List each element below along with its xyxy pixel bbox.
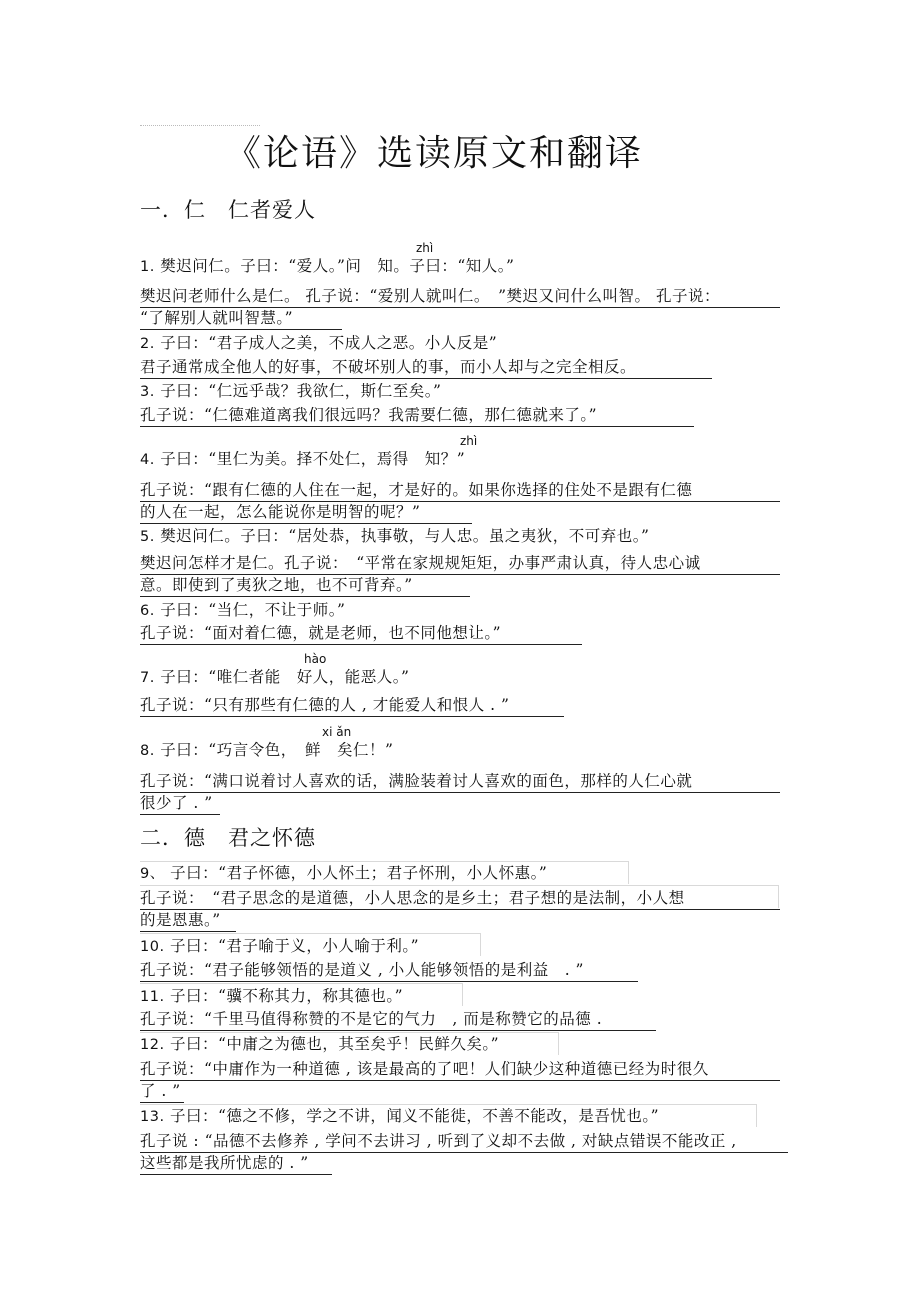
pinyin-annotation: hào [304,652,327,666]
original-line: 子曰：“唯仁者能 好人，能恶人。” [160,668,410,686]
item-number: 4. [140,452,155,468]
item-number: 10. [140,939,165,955]
section-heading-ren: 一．仁 仁者爱人 [140,198,316,222]
item-number: 9、 [140,866,165,882]
translation-5-line-2: 意。即使到了夷狄之地，也不可背弃。” [140,574,470,597]
original-line: 樊迟问仁。子曰：“爱人。”问 知。子曰：“知人。” [160,257,515,275]
pinyin-annotation: zhì [460,434,478,448]
section-heading-de: 二．德 君之怀德 [140,826,316,850]
item-number: 7. [140,670,155,686]
original-line: 子曰：“君子喻于义，小人喻于利。” [170,937,420,955]
original-text-7 [140,666,409,689]
translation-8-line-2: 很少了 . ” [140,792,220,815]
item-number: 8. [140,743,155,759]
original-text-4 [140,448,465,471]
translation-13-line-1: 孔子说 : “品德不去修养 , 学问不去讲习 , 听到了义却不去做 , 对缺点错误不能改正 , [140,1130,788,1153]
item-number: 2. [140,336,155,352]
translation-2-line-1: 君子通常成全他人的好事，不破坏别人的事，而小人却与之完全相反。 [140,356,712,379]
original-line: 子曰：“德之不修，学之不讲，闻义不能徙，不善不能改，是吾忧也。” [170,1107,660,1125]
original-text-13 [140,1105,659,1128]
original-line: 子曰：“君子怀德，小人怀土；君子怀刑，小人怀惠。” [170,864,548,882]
translation-12-line-1: 孔子说：“中庸作为一种道德 , 该是最高的了吧！人们缺少这种道德已经为时很久 [140,1058,780,1081]
original-text-6 [140,599,345,622]
item-number: 6. [140,603,155,619]
pinyin-annotation: zhì [416,241,434,255]
header-dotted-rule [140,125,260,126]
pinyin-annotation: xi ǎn [322,725,352,739]
translation-9-line-2: 的是恩惠。” [140,909,236,932]
item-number: 5. [140,529,155,545]
item-number: 3. [140,384,155,400]
translation-1-line-2: “了解别人就叫智慧。” [140,307,342,330]
original-text-5 [140,525,649,548]
original-line: 樊迟问仁。子曰：“居处恭，执事敬，与人忠。虽之夷狄，不可弃也。” [160,527,650,545]
translation-6-line-1: 孔子说：“面对着仁德，就是老师，也不同他想让。” [140,622,582,645]
translation-1-line-1: 樊迟问老师什么是仁。 孔子说：“爱别人就叫仁。 ”樊迟又问什么叫智。 孔子说： [140,285,780,308]
original-line: 子曰：“里仁为美。择不处仁，焉得 知？” [160,450,466,468]
translation-10-line-1: 孔子说：“君子能够领悟的是道义 , 小人能够领悟的是利益 . ” [140,959,638,982]
translation-12-line-2: 了 . ” [140,1080,184,1103]
item-number: 13. [140,1109,165,1125]
original-line: 子曰：“中庸之为德也，其至矣乎！民鲜久矣。” [170,1035,500,1053]
translation-13-line-2: 这些都是我所忧虑的 . ” [140,1152,332,1175]
original-line: 子曰：“君子成人之美，不成人之恶。小人反是” [160,334,498,352]
translation-8-line-1: 孔子说：“满口说着讨人喜欢的话，满脸装着讨人喜欢的面色，那样的人仁心就 [140,770,780,793]
item-number: 11. [140,989,165,1005]
original-text-3 [140,380,441,403]
original-text-11 [140,985,403,1008]
page-title: 《论语》选读原文和翻译 [225,133,644,174]
translation-11-line-1: 孔子说：“千里马值得称赞的不是它的气力 , 而是称赞它的品德 . [140,1008,656,1031]
translation-3-line-1: 孔子说：“仁德难道离我们很远吗？我需要仁德，那仁德就来了。” [140,404,694,427]
original-text-10 [140,935,419,958]
item-number: 12. [140,1037,165,1053]
translation-4-line-1: 孔子说：“跟有仁德的人住在一起，才是好的。如果你选择的住处不是跟有仁德 [140,479,780,502]
original-text-1 [140,255,514,278]
original-text-12 [140,1033,499,1056]
translation-7-line-1: 孔子说：“只有那些有仁德的人 , 才能爱人和恨人 . ” [140,694,564,717]
original-text-2 [140,332,497,355]
translation-9-line-1: 孔子说： “君子思念的是道德，小人思念的是乡土；君子想的是法制，小人想 [140,887,780,910]
original-line: 子曰：“巧言令色， 鲜 矣仁！” [160,741,394,759]
original-line: 子曰：“仁远乎哉？我欲仁，斯仁至矣。” [160,382,442,400]
item-number: 1. [140,259,155,275]
original-line: 子曰：“骥不称其力，称其德也。” [170,987,404,1005]
original-text-9 [140,862,547,885]
original-line: 子曰：“当仁，不让于师。” [160,601,346,619]
translation-4-line-2: 的人在一起，怎么能说你是明智的呢？” [140,501,472,524]
original-text-8 [140,739,393,762]
translation-5-line-1: 樊迟问怎样才是仁。孔子说： “平常在家规规矩矩，办事严肃认真，待人忠心诚 [140,552,780,575]
